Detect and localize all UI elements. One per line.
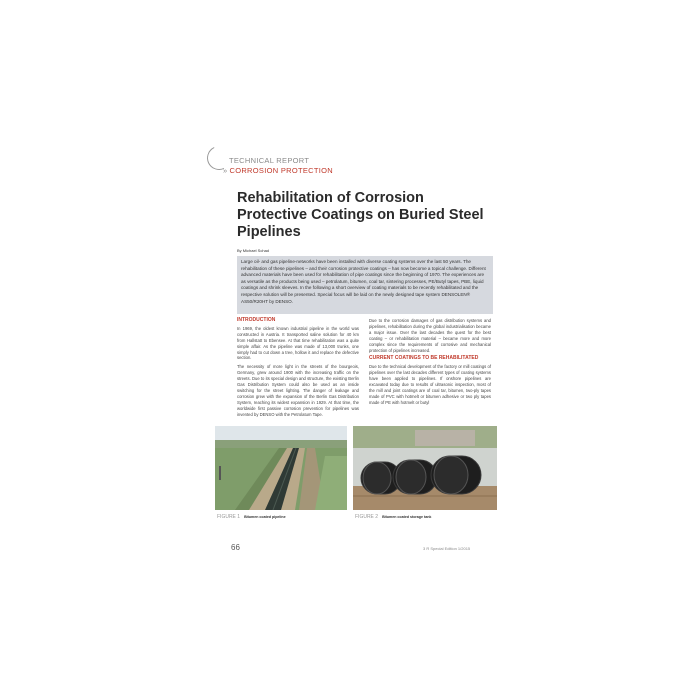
figure-1-label: FIGURE 1 (217, 514, 241, 520)
publication-footer: 3 R Special Edition 1/2015 (423, 546, 471, 551)
storage-tanks-illustration (353, 426, 497, 510)
figure-2-caption (355, 514, 431, 520)
right-column (369, 318, 491, 409)
figure-2-caption-text: Bitumen coated storage tank (382, 515, 432, 519)
section-label-text: CORROSION PROTECTION (229, 166, 333, 175)
intro-paragraph-2: The necessity of more light in the streets of the bourgeois, Germany, grew around 1900 with the increasing traffic on the streets. Due to its special design and structure, the existing Berlin Gas Distribution System could also be used as an inside switching for the street lighting. The danger of leakage and corrosion grew with the expansion of the Berlin Gas Distribution System, reaching its widest expansion in 1929. At that time, the worldwide first passive corrosion prevention for pipelines was invented by DENSO with the Petrolatum Tape. (237, 364, 359, 417)
report-kicker: TECHNICAL REPORT (229, 156, 310, 165)
chevron-icon: » (223, 166, 228, 175)
introduction-heading: INTRODUCTION (237, 317, 276, 323)
figure-1-caption (217, 514, 286, 520)
figure-1-photo (215, 426, 347, 510)
right-paragraph-1: Due to the corrosion damages of gas distribution systems and pipelines, rehabilitation during the global industrialisation became a major issue. Over the last decades the quest for the best coating – or rehabilitation material – became more and more complex since the requirements of corrosive and mechanical protection of pipelines increased. (369, 318, 491, 353)
pipeline-trench-illustration (215, 426, 347, 510)
figure-1-caption-text: Bitumen coated pipeline (244, 515, 286, 519)
current-coatings-heading: CURRENT COATINGS TO BE REHABILITATED (369, 355, 479, 362)
figure-2-photo (353, 426, 497, 510)
byline: By Michael Schad (237, 248, 270, 253)
article-page (205, 128, 497, 568)
intro-paragraph-1: In 1969, the oldest known industrial pipeline in the world was constructed in Austria. It transported saline solution for 40 km from Hallstatt to Ebensee. At that time rehabilitation was a quite simple affair. As the pipeline was made of 13,000 trunks, one simply had to cut down a tree, hollow it and replace the defective section. (237, 325, 359, 361)
section-label (223, 166, 333, 175)
left-column (237, 318, 359, 421)
abstract-box: Large oil- and gas pipeline-networks have been installed with diverse coating systems over the last 50 years. The rehabilitation of these pipelines – and their corrosion protective coatings – has now become a topical challenge. Different advanced materials have been used for rehabilitation of pipe coatings since the beginning of 1970. The experiences are as versatile as the products being used – petrolatum, bitumen, coal tar, sintering processes, PE/Butyl tapes, PBE, liquid coatings and shrink sleeves. In the following a short overview of coating materials to be recently rehabilitated and the respective solution will be presented. Special focus will be laid on the newly designed tape system DENSOLEN® AS50/R20HT by DENSO. (237, 256, 493, 314)
figure-2-label: FIGURE 2 (355, 514, 379, 520)
coatings-paragraph: Due to the technical development of the factory or mill coatings of pipelines over the last decades different types of coating systems have been applied to pipelines. If onshore pipelines are excavated today due to results of ultrasonic inspection, most of the mill and joint coatings are of coal tar, bitumen, two-ply tapes made of PVC with hotmelt or bitumen adhesive or two ply tapes made of PE with hotmelt or butyl (369, 364, 491, 405)
page-number: 66 (231, 543, 240, 552)
article-title: Rehabilitation of Corrosion Protective Coatings on Buried Steel Pipelines (237, 190, 484, 240)
